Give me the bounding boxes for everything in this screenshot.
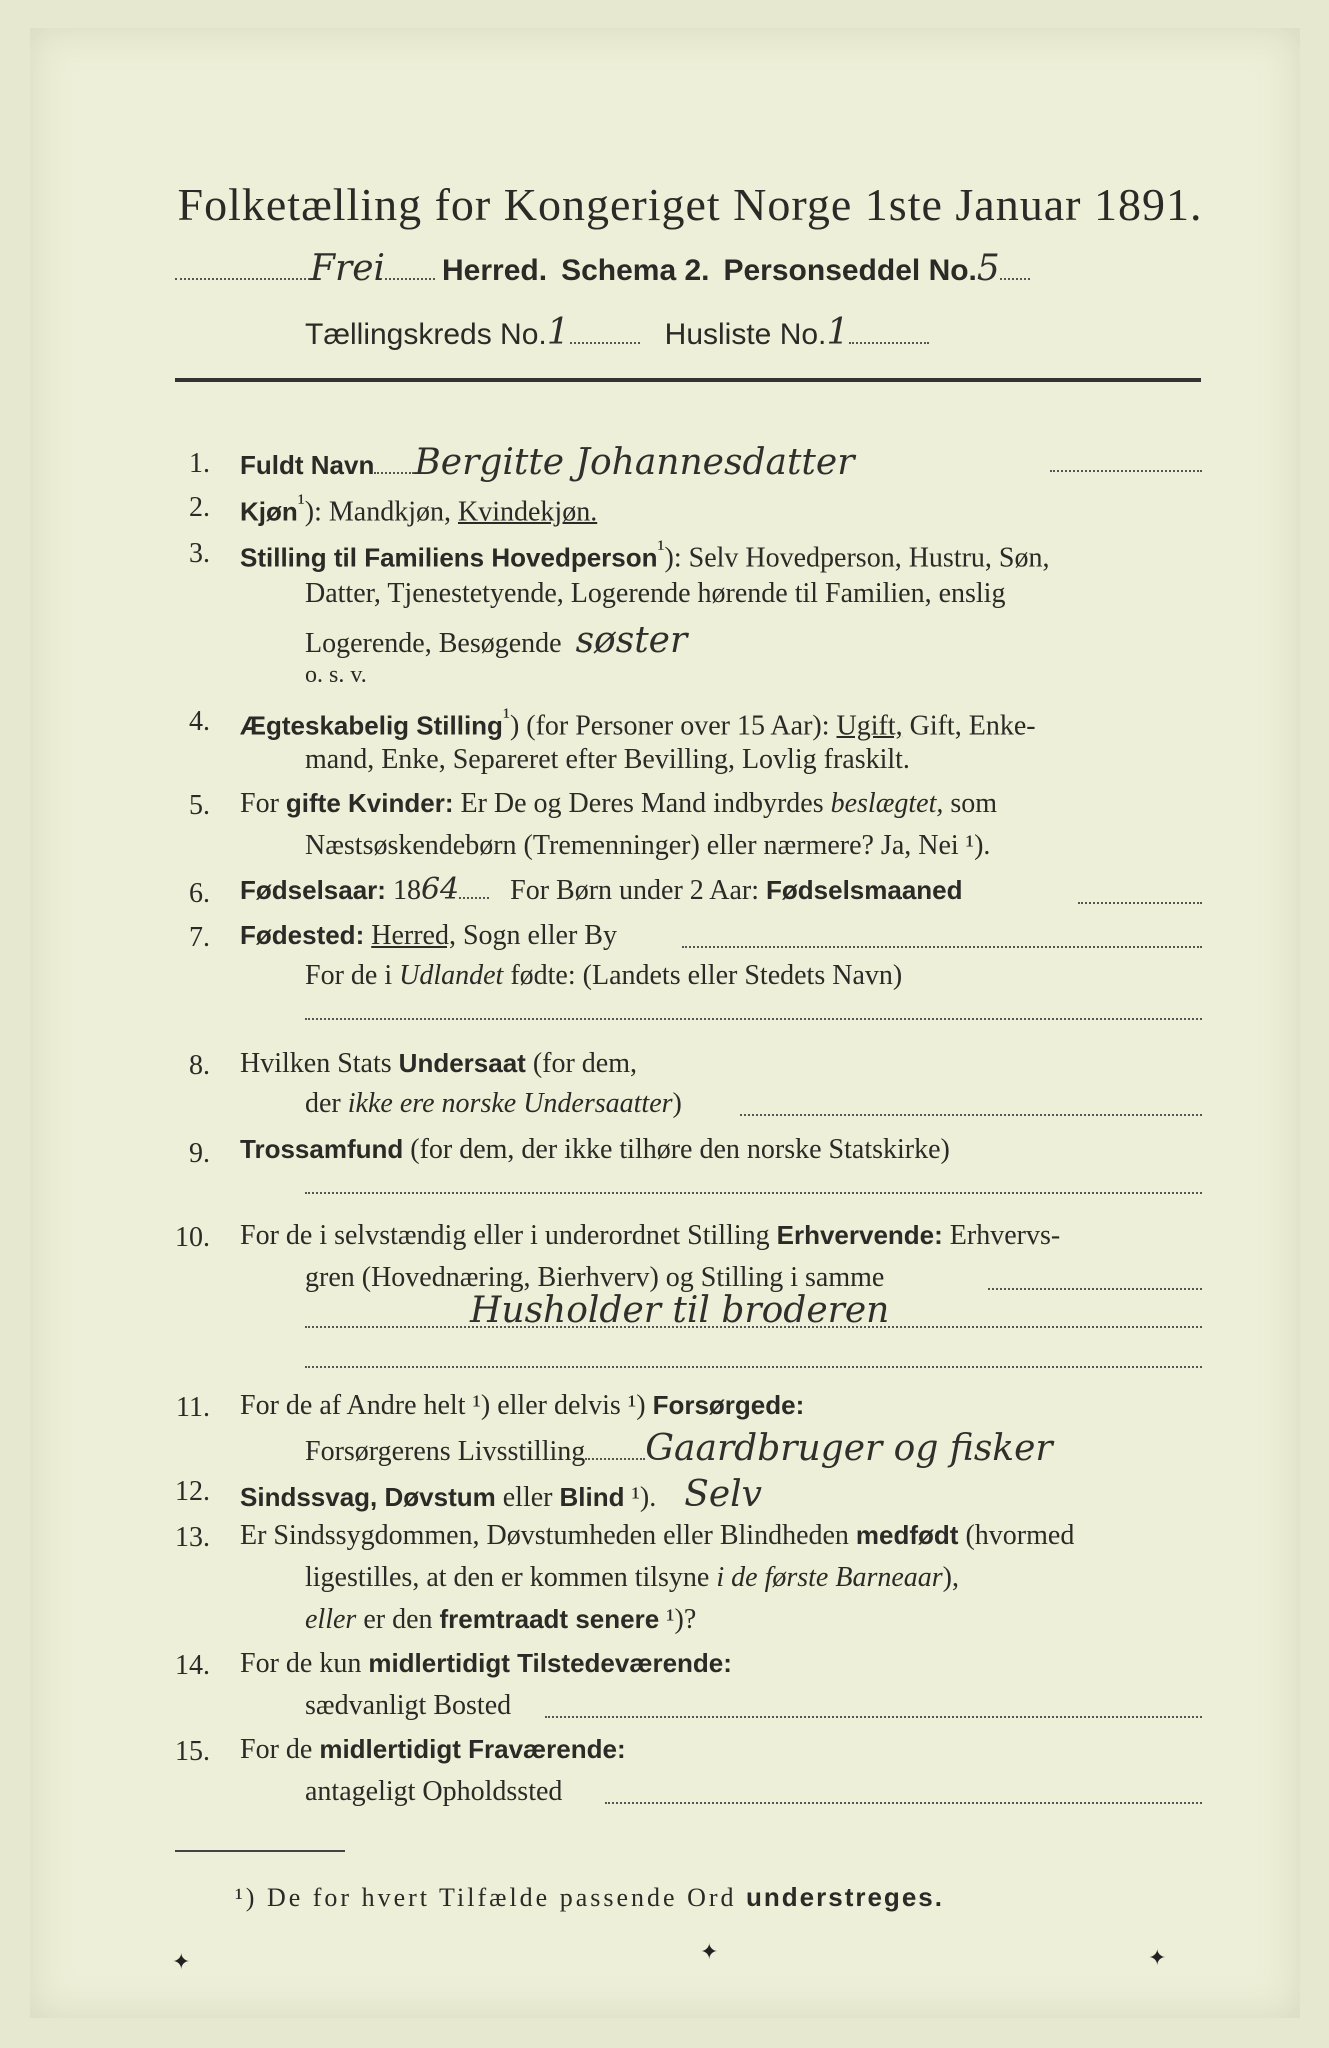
item-temp-present <box>240 1648 732 1680</box>
married-women-text: Er De og Deres Mand indbyrdes <box>453 788 831 819</box>
temp-present-line2: sædvanligt Bosted <box>305 1690 512 1721</box>
marital-status-line2: mand, Enke, Separeret efter Bevilling, Lovlig fraskilt. <box>305 744 910 775</box>
item-number: 2. <box>189 492 210 523</box>
married-women-label: gifte Kvinder: <box>285 788 454 818</box>
congenital-label: medfødt <box>855 1520 959 1550</box>
husliste-value: 1 <box>826 312 850 353</box>
item-married-women <box>240 788 997 820</box>
center-mark-icon: ✦ <box>700 1940 719 1965</box>
item-occupation <box>240 1220 1060 1252</box>
dotted-line <box>605 1802 1202 1804</box>
later-label: fremtraadt senere <box>439 1604 660 1634</box>
husliste-label: Husliste No. <box>664 318 827 351</box>
corner-mark-icon: ✦ <box>1148 1946 1167 1971</box>
citizenship-line2-text: der <box>305 1088 348 1119</box>
header-line-kreds <box>305 312 929 353</box>
item-number: 7. <box>189 922 210 953</box>
temp-absent-pre: For de <box>240 1734 320 1765</box>
congenital-italic: i de første Barneaar <box>716 1562 943 1593</box>
item-number: 13. <box>175 1522 210 1553</box>
congenital-line2-text: ligestilles, at den er kommen tilsyne <box>305 1562 717 1593</box>
congenital-line3 <box>305 1604 696 1636</box>
item-full-name <box>240 442 854 483</box>
marital-status-label: Ægteskabelig Stilling <box>240 710 503 741</box>
birth-year-prefix: 18 <box>392 875 421 906</box>
personseddel-label: Personseddel No. <box>723 254 977 287</box>
marital-status-text2: Gift, Enke- <box>902 710 1036 742</box>
item-family-position <box>240 536 1050 574</box>
blind-label: Blind <box>559 1482 625 1512</box>
herred-label: Herred. <box>442 254 548 287</box>
birthplace-text: Sogn eller By <box>455 920 617 951</box>
footnote-ref: ¹ <box>502 704 510 730</box>
family-position-value: søster <box>575 620 688 661</box>
disability-value: Selv <box>684 1474 763 1515</box>
dotted-line <box>682 946 1202 948</box>
dotted-line <box>305 1192 1202 1194</box>
family-position-label: Stilling til Familiens Hovedperson <box>240 542 658 573</box>
occupation-line2: gren (Hovednæring, Bierhverv) og Stilling i samme <box>305 1262 885 1293</box>
dotted-line <box>305 1018 1202 1020</box>
citizenship-label: Undersaat <box>398 1048 526 1078</box>
schema-label: Schema 2. <box>561 254 710 287</box>
item-number: 10. <box>175 1222 210 1253</box>
item-sex <box>240 490 597 528</box>
item-number: 11. <box>176 1392 210 1423</box>
birthplace-italic: Udlandet <box>399 960 504 991</box>
dotted-line <box>305 1326 1202 1328</box>
item-number: 9. <box>189 1138 210 1169</box>
full-name-label: Fuldt Navn <box>240 450 375 480</box>
footnote-ref: ¹ <box>297 490 305 516</box>
item-number: 15. <box>175 1736 210 1767</box>
birth-month-label: Fødselsmaaned <box>766 875 963 905</box>
item-disability <box>240 1474 762 1515</box>
married-women-italic: beslægtet, <box>830 788 944 819</box>
item-number: 1. <box>189 448 210 479</box>
corner-mark-icon: ✦ <box>172 1950 191 1975</box>
item-number: 12. <box>175 1476 210 1507</box>
marital-status-text: ) (for Personer over 15 Aar): <box>509 710 837 742</box>
disability-label: Sindssvag, Døvstum <box>240 1482 496 1512</box>
item-religion <box>240 1134 950 1166</box>
sex-label: Kjøn <box>240 496 298 527</box>
supporter-occupation-label: Forsørgerens Livsstilling <box>305 1436 586 1467</box>
congenital-line3-text: er den <box>356 1604 440 1635</box>
item-temp-absent <box>240 1734 626 1766</box>
sex-options: ): Mandkjøn, <box>304 496 458 528</box>
kreds-label: Tællingskreds No. <box>305 318 547 351</box>
dotted-line <box>1078 902 1202 904</box>
sex-selected: Kvindekjøn. <box>457 496 598 528</box>
dotted-line <box>1050 470 1202 472</box>
citizenship-text2: (for dem, <box>525 1048 638 1079</box>
congenital-line3-text2: ¹)? <box>659 1604 697 1635</box>
item-supported <box>240 1390 804 1422</box>
item-number: 3. <box>189 538 210 569</box>
herred-value: Frei <box>310 248 386 289</box>
occupation-text2: Erhvervs- <box>942 1220 1061 1251</box>
congenital-line2-text2: ), <box>942 1562 959 1593</box>
citizenship-italic: ikke ere norske Undersaatter <box>347 1088 673 1119</box>
congenital-line2 <box>305 1562 959 1594</box>
header-rule <box>175 378 1201 382</box>
citizenship-line2-text2: ) <box>672 1088 682 1119</box>
item-birth-year <box>240 872 963 907</box>
footnote <box>235 1882 944 1913</box>
married-women-pre: For <box>240 788 286 819</box>
birthplace-selected: Herred, <box>371 920 456 951</box>
occupation-label: Erhvervende: <box>776 1220 943 1250</box>
item-birthplace <box>240 920 617 952</box>
kreds-value: 1 <box>546 312 570 353</box>
footnote-text: ¹) De for hvert Tilfælde passende Ord <box>235 1883 747 1912</box>
citizenship-text: Hvilken Stats <box>240 1048 399 1079</box>
item-citizenship <box>240 1048 637 1080</box>
supported-text: For de af Andre helt ¹) eller delvis ¹) <box>240 1390 653 1421</box>
birthplace-line2-text2: fødte: (Landets eller Stedets Navn) <box>503 960 903 991</box>
congenital-text2: (hvormed <box>958 1520 1075 1551</box>
item-number: 5. <box>189 790 210 821</box>
supporter-occupation-value: Gaardbruger og fisker <box>645 1428 1053 1469</box>
temp-absent-line2: antageligt Opholdssted <box>305 1776 563 1807</box>
temp-present-label: midlertidigt Tilstedeværende: <box>368 1648 732 1678</box>
dotted-line <box>305 1366 1202 1368</box>
item-number: 6. <box>189 878 210 909</box>
occupation-text: For de i selvstændig eller i underordnet Stilling <box>240 1220 777 1251</box>
footnote-ref: ¹ <box>657 536 665 562</box>
occupation-value-row <box>470 1290 889 1331</box>
item-number: 4. <box>189 706 210 737</box>
married-women-text2: som <box>943 788 998 819</box>
full-name-value: Bergitte Johannesdatter <box>414 442 855 483</box>
family-position-line1: ): Selv Hovedperson, Hustru, Søn, <box>664 542 1050 574</box>
family-position-line2: Datter, Tjenestetyende, Logerende hørende til Familien, enslig <box>305 578 1006 609</box>
dotted-line <box>988 1288 1202 1290</box>
dotted-line <box>740 1114 1202 1116</box>
personseddel-value: 5 <box>976 248 1000 289</box>
disability-text2: ¹). <box>624 1482 657 1513</box>
married-women-line2: Næstsøskendebørn (Tremenninger) eller nærmere? Ja, Nei ¹). <box>305 830 991 861</box>
birthplace-line2-text: For de i <box>305 960 400 991</box>
birth-year-label: Fødselsaar: <box>240 875 386 905</box>
family-position-text: Logerende, Besøgende <box>305 628 562 659</box>
birth-month-text: For Børn under 2 Aar: <box>510 875 766 906</box>
birth-year-value: 64 <box>420 872 460 907</box>
temp-present-pre: For de kun <box>240 1648 369 1679</box>
supported-line2 <box>305 1428 1053 1469</box>
temp-absent-label: midlertidigt Fraværende: <box>319 1734 626 1764</box>
supported-label: Forsørgede: <box>652 1390 805 1420</box>
item-number: 8. <box>189 1050 210 1081</box>
religion-text: (for dem, der ikke tilhøre den norske Statskirke) <box>403 1134 950 1165</box>
religion-label: Trossamfund <box>240 1134 404 1164</box>
footnote-rule <box>175 1850 345 1852</box>
birthplace-line2 <box>305 960 902 992</box>
item-congenital <box>240 1520 1074 1552</box>
marital-status-selected: Ugift, <box>836 710 903 742</box>
family-position-line4: o. s. v. <box>305 662 367 688</box>
item-number: 14. <box>175 1650 210 1681</box>
family-position-line3 <box>305 620 687 661</box>
form-title: Folketælling for Kongeriget Norge 1ste Januar 1891. <box>177 179 1203 230</box>
item-marital-status <box>240 704 1036 742</box>
footnote-bold: understreges. <box>746 1882 944 1912</box>
birthplace-label: Fødested: <box>240 920 365 950</box>
congenital-line3-italic: eller <box>305 1604 357 1635</box>
header-line-herred <box>175 248 1030 289</box>
dotted-line <box>545 1716 1202 1718</box>
citizenship-line2 <box>305 1088 682 1120</box>
congenital-text: Er Sindssygdommen, Døvstumheden eller Blindheden <box>240 1520 856 1551</box>
disability-text: eller <box>495 1482 560 1513</box>
occupation-value: Husholder til broderen <box>470 1290 890 1331</box>
